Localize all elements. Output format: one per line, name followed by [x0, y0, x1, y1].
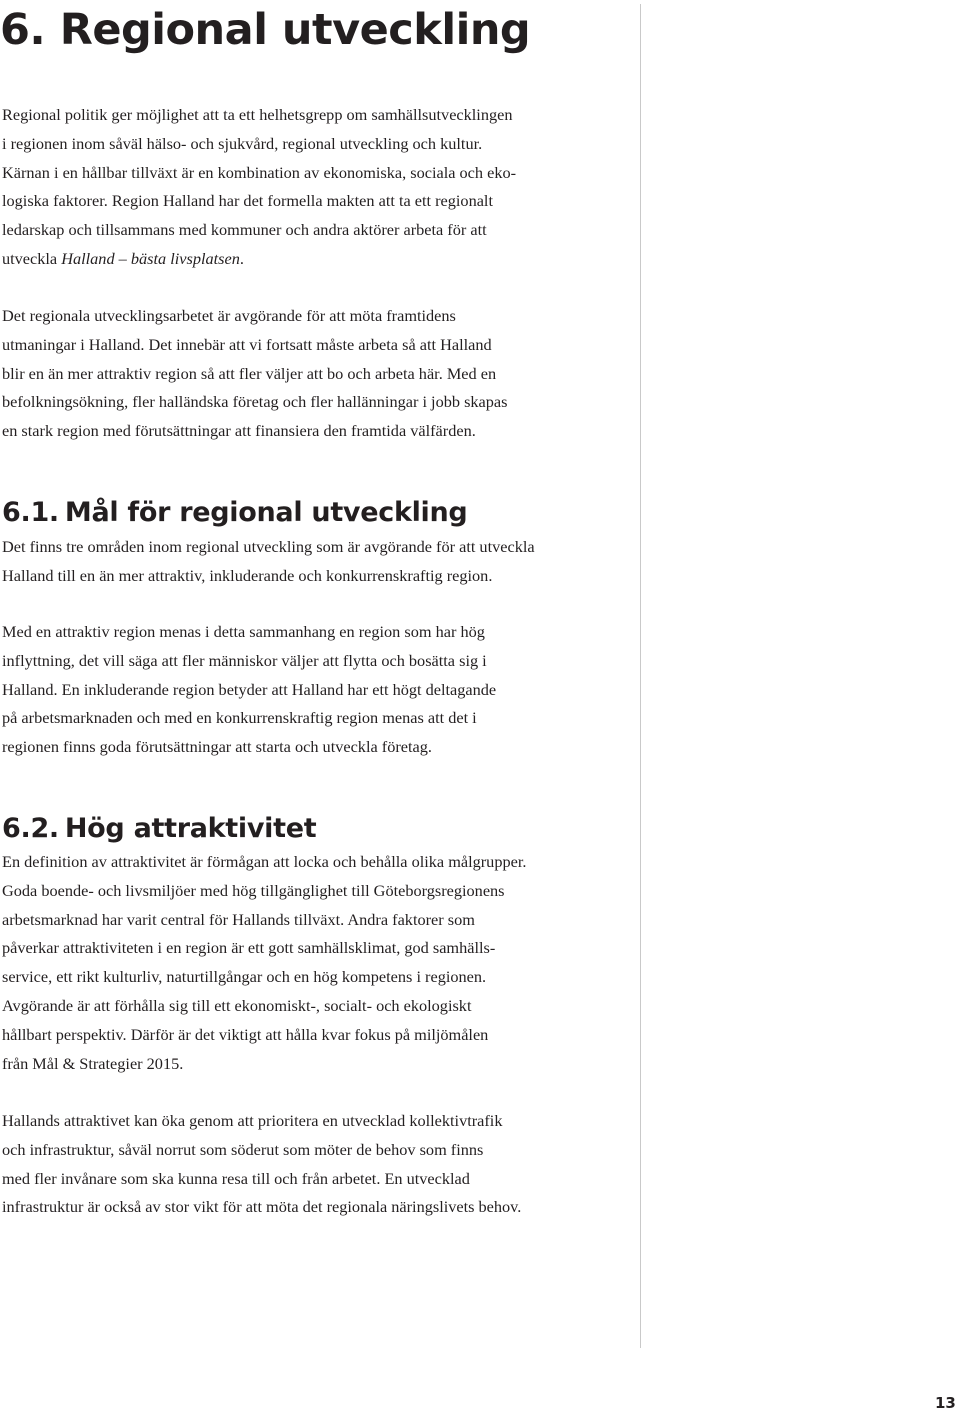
section-heading-6-1: [2, 496, 467, 530]
text-line: på arbetsmarknaden och med en konkurrenskraftig region menas att det i: [2, 708, 477, 728]
text-line: [2, 245, 632, 274]
text-line: med fler invånare som ska kunna resa till och från arbetet. En utvecklad: [2, 1168, 470, 1188]
text-line: Kärnan i en hållbar tillväxt är en kombination av ekonomiska, sociala och eko-: [2, 162, 517, 182]
text-line: Avgörande är att förhålla sig till ett ekonomiskt-, socialt- och ekologiskt: [2, 995, 472, 1015]
text-line: utmaningar i Halland. Det innebär att vi fortsatt måste arbeta så att Halland: [2, 334, 492, 354]
column-divider: [640, 4, 641, 1348]
text-line: påverkar attraktiviteten i en region är ett gott samhällsklimat, god samhälls-: [2, 938, 496, 958]
text-line: logiska faktorer. Region Halland har det formella makten att ta ett regionalt: [2, 191, 493, 211]
text-line: infrastruktur är också av stor vikt för att möta det regionala näringslivets behov.: [2, 1197, 522, 1217]
text-line: Med en attraktiv region menas i detta sammanhang en region som har hög: [2, 622, 485, 641]
section-6-2-paragraph-2: [2, 1107, 632, 1222]
text-line: från Mål & Strategier 2015.: [2, 1053, 184, 1073]
section-title: Hög attraktivitet: [64, 813, 317, 844]
section-number: 6.1.: [2, 497, 59, 528]
section-6-2-paragraph-1: [2, 848, 632, 1078]
text-line: Det finns tre områden inom regional utveckling som är avgörande för att utveckla: [2, 537, 535, 556]
text-line: hållbart perspektiv. Därför är det viktigt att hålla kvar fokus på miljömålen: [2, 1024, 489, 1044]
text-run: utveckla: [2, 248, 62, 268]
text-line: Regional politik ger möjlighet att ta ett helhetsgrepp om samhällsutvecklingen: [2, 105, 513, 124]
text-line: Goda boende- och livsmiljöer med hög tillgänglighet till Göteborgsregionens: [2, 880, 505, 900]
text-line: inflyttning, det vill säga att fler människor väljer att flytta och bosätta sig i: [2, 650, 487, 670]
text-line: ledarskap och tillsammans med kommuner och andra aktörer arbeta för att: [2, 220, 487, 240]
text-line: befolkningsökning, fler halländska företag och fler hallänningar i jobb skapas: [2, 392, 508, 412]
text-line: och infrastruktur, såväl norrut som söderut som möter de behov som finns: [2, 1139, 484, 1159]
section-heading-6-2: [2, 812, 316, 846]
text-line: service, ett rikt kulturliv, naturtillgångar och en hög kompetens i regionen.: [2, 967, 487, 987]
intro-paragraph-2: [2, 302, 632, 446]
text-line: Halland. En inkluderande region betyder att Halland har ett högt deltagande: [2, 679, 497, 699]
text-line: regionen finns goda förutsättningar att starta och utveckla företag.: [2, 737, 432, 757]
text-line: i regionen inom såväl hälso- och sjukvård, regional utveckling och kultur.: [2, 133, 483, 153]
section-6-1-paragraph-1: [2, 533, 632, 591]
text-line: arbetsmarknad har varit central för Hallands tillväxt. Andra faktorer som: [2, 909, 475, 929]
text-line: Hallands attraktivet kan öka genom att prioritera en utvecklad kollektivtrafik: [2, 1111, 503, 1130]
section-title: Mål för regional utveckling: [64, 497, 468, 528]
section-number: 6.2.: [2, 813, 59, 844]
page-number: 13: [935, 1394, 956, 1412]
text-line: Det regionala utvecklingsarbetet är avgörande för att möta framtidens: [2, 306, 456, 325]
page-title: 6. Regional utveckling: [0, 5, 531, 55]
intro-paragraph-1: [2, 101, 632, 274]
section-6-1-paragraph-2: [2, 618, 632, 762]
text-run: .: [239, 248, 244, 268]
text-line: en stark region med förutsättningar att finansiera den framtida välfärden.: [2, 421, 476, 441]
emphasis-text: Halland – bästa livsplatsen: [61, 248, 240, 268]
text-line: En definition av attraktivitet är förmågan att locka och behålla olika målgrupper.: [2, 852, 527, 871]
text-line: blir en än mer attraktiv region så att fler väljer att bo och arbeta här. Med en: [2, 363, 497, 383]
text-line: Halland till en än mer attraktiv, inkluderande och konkurrenskraftig region.: [2, 565, 493, 585]
